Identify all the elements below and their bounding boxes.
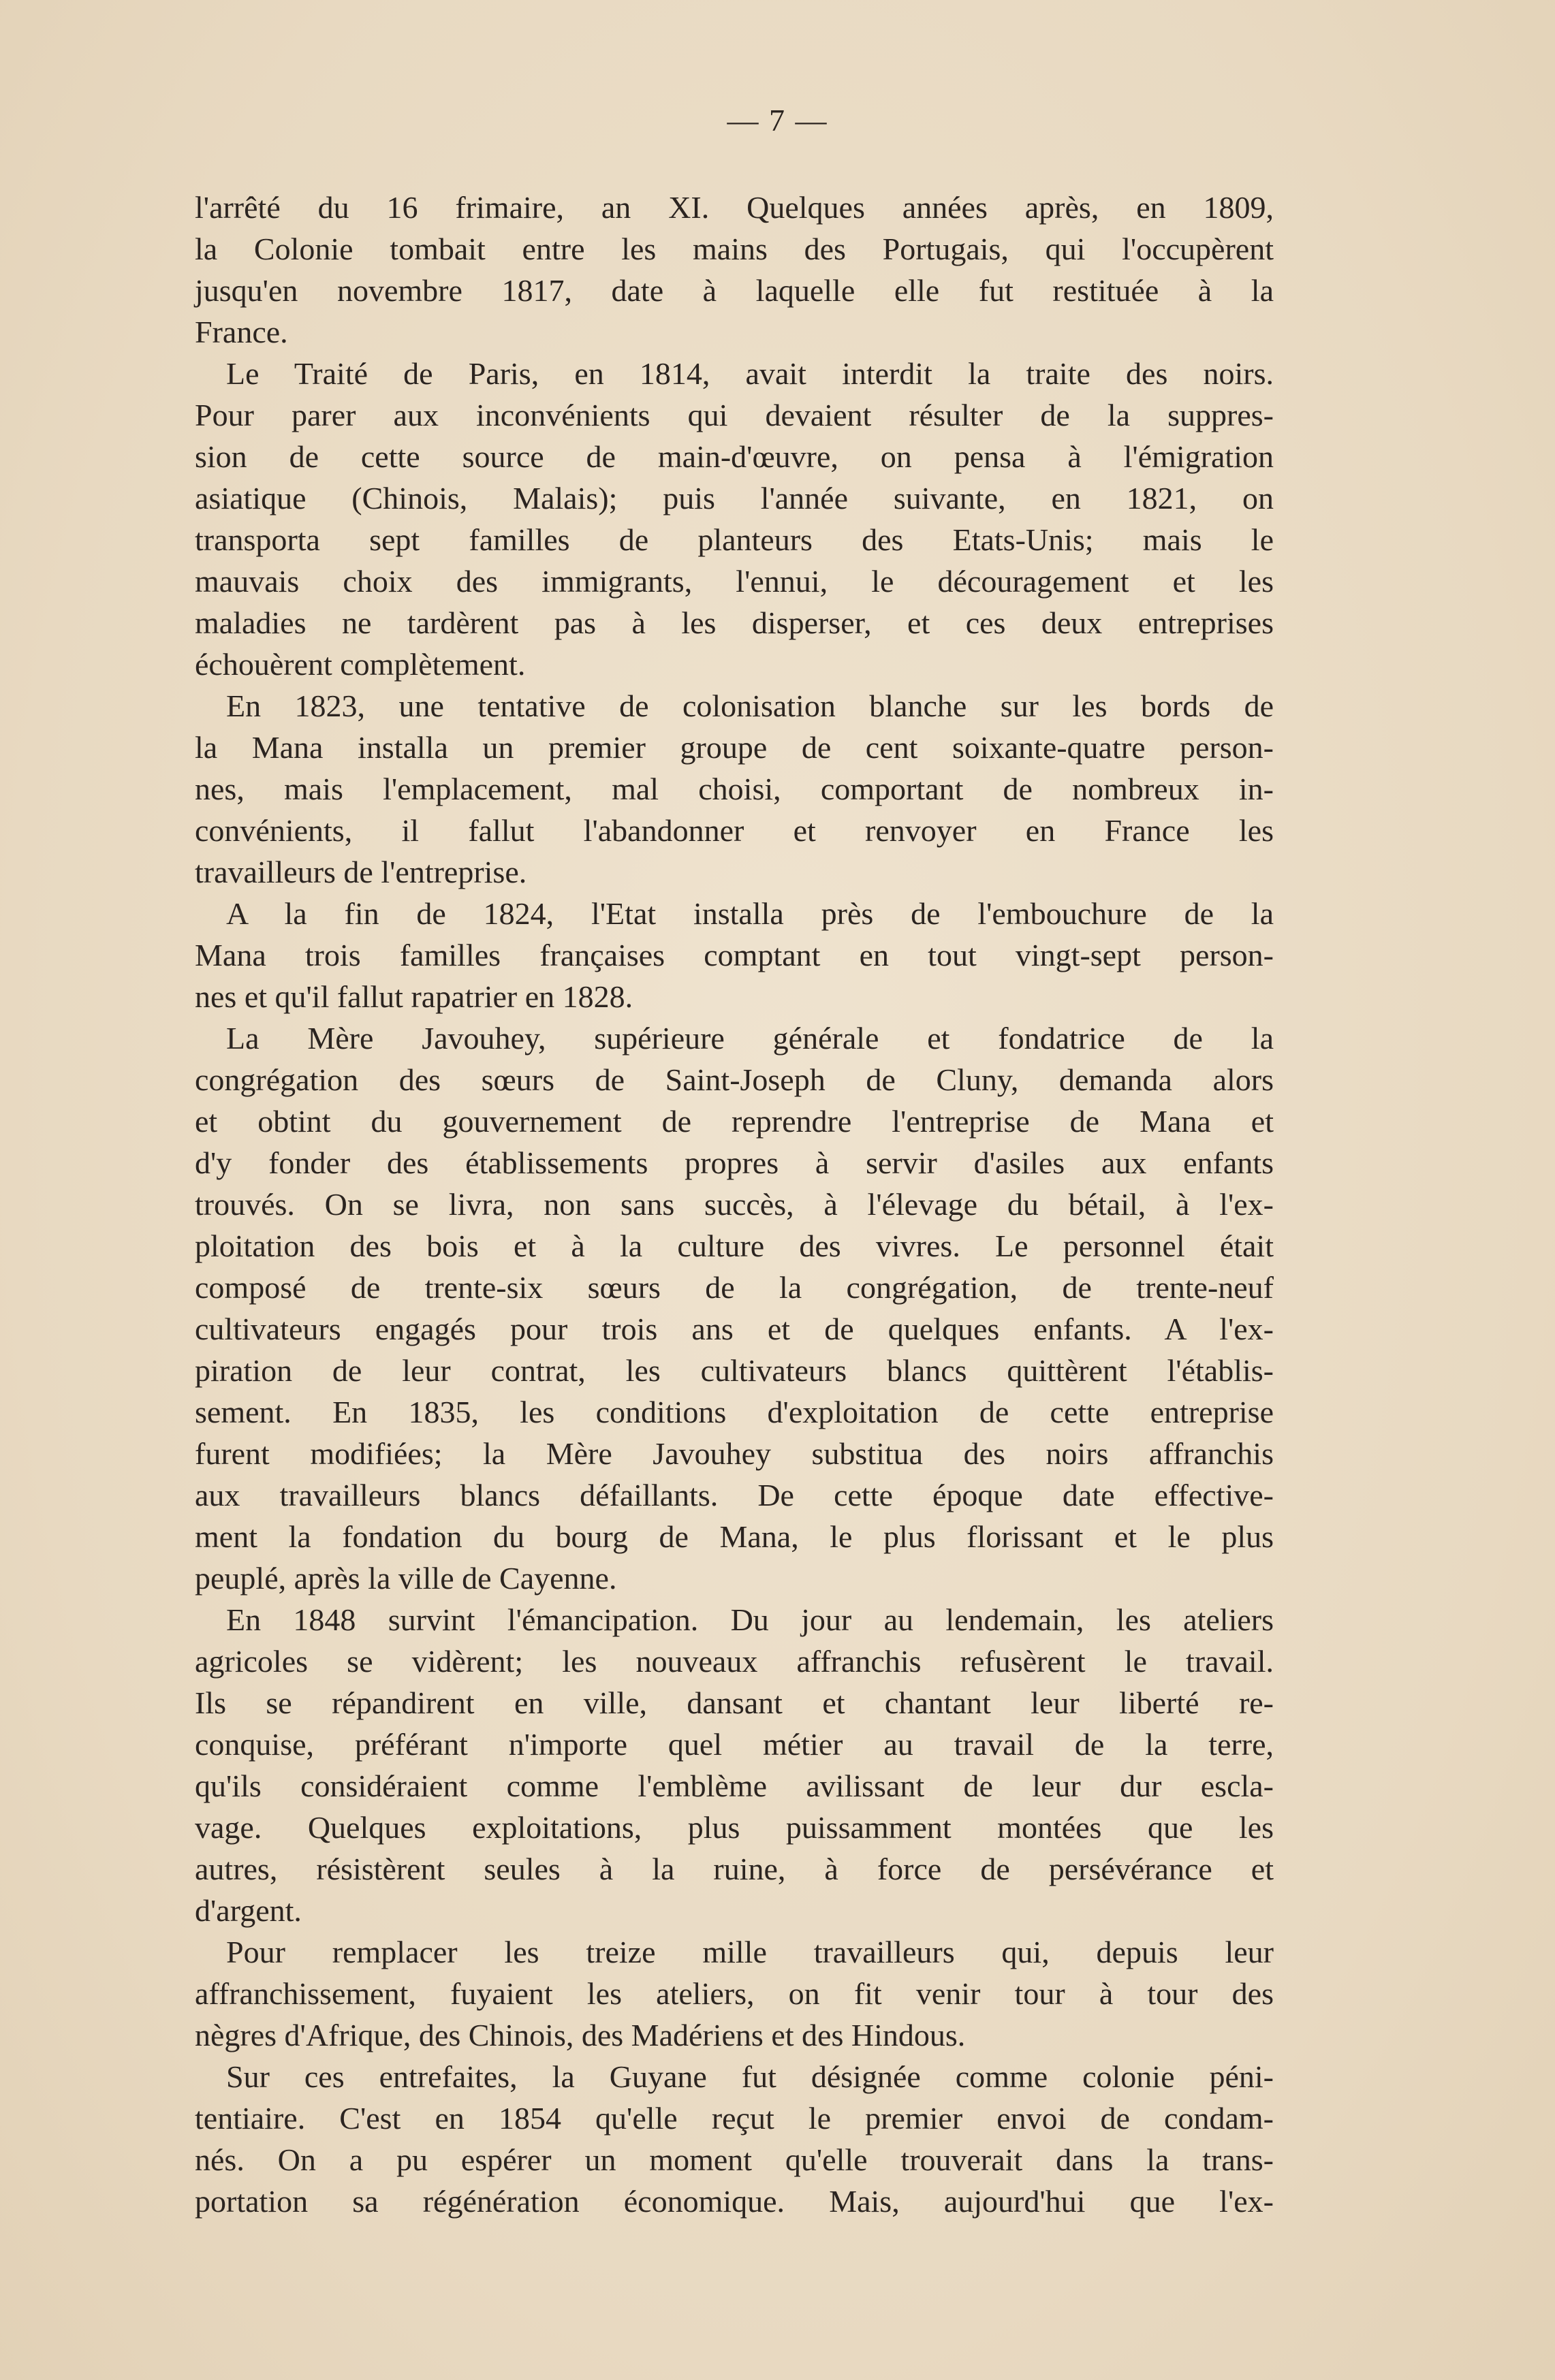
text-line: d'y fonder des établissements propres à servir d'asiles aux enfants [195,1145,1274,1180]
text-line: La Mère Javouhey, supérieure générale et fondatrice de la [226,1021,1274,1056]
text-line: sion de cette source de main-d'œuvre, on pensa à l'émigration [195,439,1274,474]
text-line: la Colonie tombait entre les mains des Portugais, qui l'occupèrent [195,232,1274,266]
paragraph [195,187,1274,353]
text-line: conquise, préférant n'importe quel métier au travail de la terre, [195,1727,1274,1762]
text-line: vage. Quelques exploitations, plus puissamment montées que les [195,1810,1274,1845]
text-line: En 1848 survint l'émancipation. Du jour au lendemain, les ateliers [226,1602,1274,1637]
text-line: nes, mais l'emplacement, mal choisi, comportant de nombreux in- [195,772,1274,806]
paragraph [195,893,1274,1017]
text-line: affranchissement, fuyaient les ateliers, on fit venir tour à tour des [195,1976,1274,2011]
text-line: Mana trois familles françaises comptant en tout vingt-sept person- [195,938,1274,972]
text-line: peuplé, après la ville de Cayenne. [195,1561,617,1596]
text-line: portation sa régénération économique. Mais, aujourd'hui que l'ex- [195,2184,1274,2219]
text-line: nègres d'Afrique, des Chinois, des Madériens et des Hindous. [195,2018,966,2052]
text-line: aux travailleurs blancs défaillants. De cette époque date effective- [195,1478,1274,1512]
text-line: jusqu'en novembre 1817, date à laquelle elle fut restituée à la [195,273,1274,308]
paragraph [195,685,1274,893]
text-line: maladies ne tardèrent pas à les disperser, et ces deux entreprises [195,605,1274,640]
text-line: Sur ces entrefaites, la Guyane fut désignée comme colonie péni- [226,2059,1274,2094]
text-line: convénients, il fallut l'abandonner et renvoyer en France les [195,813,1274,848]
text-line: sement. En 1835, les conditions d'exploitation de cette entreprise [195,1395,1274,1429]
text-line: trouvés. On se livra, non sans succès, à l'élevage du bétail, à l'ex- [195,1187,1274,1222]
text-line: furent modifiées; la Mère Javouhey substitua des noirs affranchis [195,1436,1274,1471]
text-line: cultivateurs engagés pour trois ans et de quelques enfants. A l'ex- [195,1312,1274,1346]
text-line: autres, résistèrent seules à la ruine, à force de persévérance et [195,1852,1274,1886]
text-line: échouèrent complètement. [195,647,526,682]
text-line: transporta sept familles de planteurs des Etats-Unis; mais le [195,522,1274,557]
text-line: nés. On a pu espérer un moment qu'elle trouverait dans la trans- [195,2142,1274,2177]
text-line: France. [195,315,288,349]
body-text [195,187,1274,2222]
text-line: Le Traité de Paris, en 1814, avait interdit la traite des noirs. [226,356,1274,391]
text-line: travailleurs de l'entreprise. [195,855,527,889]
paragraph [195,2056,1274,2222]
text-line: d'argent. [195,1893,302,1928]
text-line: agricoles se vidèrent; les nouveaux affranchis refusèrent le travail. [195,1644,1274,1679]
text-line: asiatique (Chinois, Malais); puis l'année suivante, en 1821, on [195,481,1274,515]
text-line: qu'ils considéraient comme l'emblème avilissant de leur dur escla- [195,1768,1274,1803]
text-line: et obtint du gouvernement de reprendre l'entreprise de Mana et [195,1104,1274,1139]
text-line: Pour parer aux inconvénients qui devaient résulter de la suppres- [195,398,1274,432]
text-line: Pour remplacer les treize mille travailleurs qui, depuis leur [226,1935,1274,1969]
text-line: Ils se répandirent en ville, dansant et chantant leur liberté re- [195,1685,1274,1720]
paragraph [195,1599,1274,1931]
text-line: ploitation des bois et à la culture des vivres. Le personnel était [195,1228,1274,1263]
paragraph [195,1017,1274,1599]
text-line: nes et qu'il fallut rapatrier en 1828. [195,979,633,1014]
paragraph [195,1931,1274,2056]
text-line: composé de trente-six sœurs de la congrégation, de trente-neuf [195,1270,1274,1305]
text-line: piration de leur contrat, les cultivateurs blancs quittèrent l'établis- [195,1353,1274,1388]
text-line: A la fin de 1824, l'Etat installa près de l'embouchure de la [226,896,1274,931]
page-number: — 7 — [727,103,828,138]
text-line: tentiaire. C'est en 1854 qu'elle reçut le premier envoi de condam- [195,2101,1274,2136]
paragraph [195,353,1274,685]
text-line: congrégation des sœurs de Saint-Joseph de Cluny, demanda alors [195,1062,1274,1097]
text-line: mauvais choix des immigrants, l'ennui, le découragement et les [195,564,1274,599]
text-line: la Mana installa un premier groupe de cent soixante-quatre person- [195,730,1274,765]
text-line: ment la fondation du bourg de Mana, le plus florissant et le plus [195,1519,1274,1554]
text-line: En 1823, une tentative de colonisation blanche sur les bords de [226,688,1274,723]
text-line: l'arrêté du 16 frimaire, an XI. Quelques années après, en 1809, [195,190,1274,225]
